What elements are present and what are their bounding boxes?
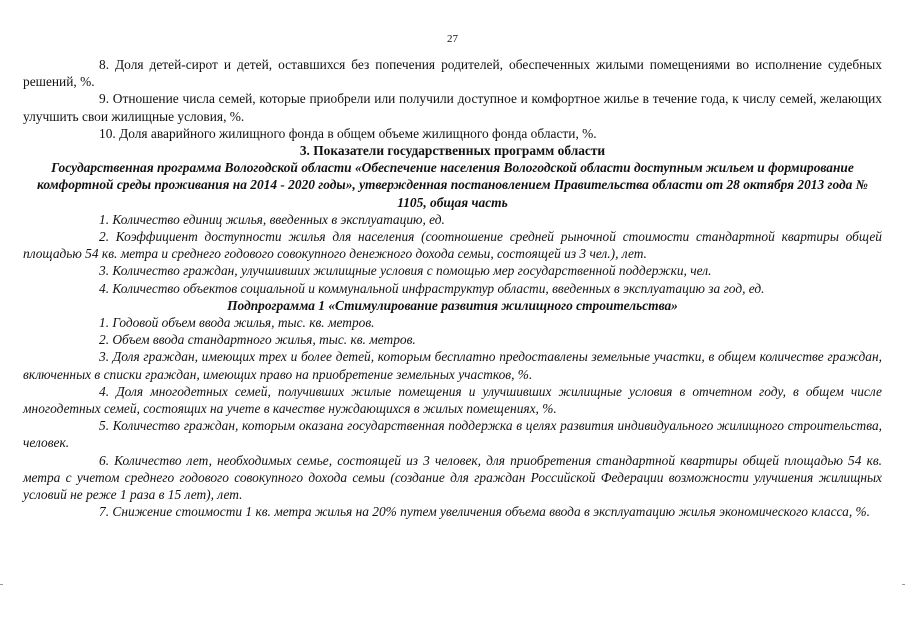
list-item: 4. Доля многодетных семей, получивших жилые помещения и улучшивших жилищные условия в отчетном году, в общем числе многодетных семей, состоящих на учете в качестве нуждающихся в жилых помещениях, %. [23, 383, 882, 417]
list-item: 7. Снижение стоимости 1 кв. метра жилья на 20% путем увеличения объема ввода в эксплуатацию жилья экономического класса, %. [99, 504, 871, 520]
list-item: 3. Количество граждан, улучшивших жилищные условия с помощью мер государственной поддержки, чел. [99, 263, 712, 279]
list-item: 4. Количество объектов социальной и коммунальной инфраструктур области, введенных в эксплуатацию за год, ед. [99, 280, 765, 296]
list-item: 1. Годовой объем ввода жилья, тыс. кв. метров. [99, 315, 375, 331]
list-item: 9. Отношение числа семей, которые приобрели или получили доступное и комфортное жилье в течение года, к числу семей, желающих улучшить свои жилищные условия, %. [23, 91, 882, 124]
list-item: 1. Количество единиц жилья, введенных в эксплуатацию, ед. [99, 211, 445, 227]
list-item: 2. Объем ввода стандартного жилья, тыс. кв. метров. [99, 332, 416, 348]
list-item: 6. Количество лет, необходимых семье, состоящей из 3 человек, для приобретения стандартной квартиры общей площадью 54 кв. метра с учетом среднего годового совокупного дохода семьи (создание для граждан Российской Федерации возможности улучшения жилищных условий не реже 1 раза в 15 лет), лет. [23, 452, 882, 503]
list-item: 10. Доля аварийного жилищного фонда в общем объеме жилищного фонда области, %. [99, 125, 597, 141]
program-title: Государственная программа Вологодской области «Обеспечение населения Вологодской области доступным жильем и формирование комфортной среды проживания на 2014 - 2020 годы», утвержденная постановлением Правительства области от 28 октября 2013 года № 1105, общая часть [37, 160, 868, 210]
list-item: 3. Доля граждан, имеющих трех и более детей, которым бесплатно предоставлены земельные участки, в общем количестве граждан, включенных в списки граждан, имеющих право на приобретение земельных участков, %. [23, 349, 882, 382]
scan-edge-mark-left [0, 584, 3, 585]
list-item: 8. Доля детей-сирот и детей, оставшихся без попечения родителей, обеспеченных жилыми помещениями во исполнение судебных решений, %. [23, 57, 882, 90]
document-body [23, 56, 882, 520]
list-item: 5. Количество граждан, которым оказана государственная поддержка в целях развития индивидуального жилищного строительства, человек. [23, 418, 882, 451]
subprogram-title: Подпрограмма 1 «Стимулирование развития жилищного строительства» [227, 297, 678, 313]
list-item: 2. Коэффициент доступности жилья для населения (соотношение средней рыночной стоимости стандартной квартиры общей площадью 54 кв. метра и среднего годового совокупного денежного дохода семьи, состоящей из 3 чел.), лет. [23, 229, 882, 262]
section-heading: 3. Показатели государственных программ области [299, 143, 606, 159]
page-number: 27 [447, 33, 458, 45]
